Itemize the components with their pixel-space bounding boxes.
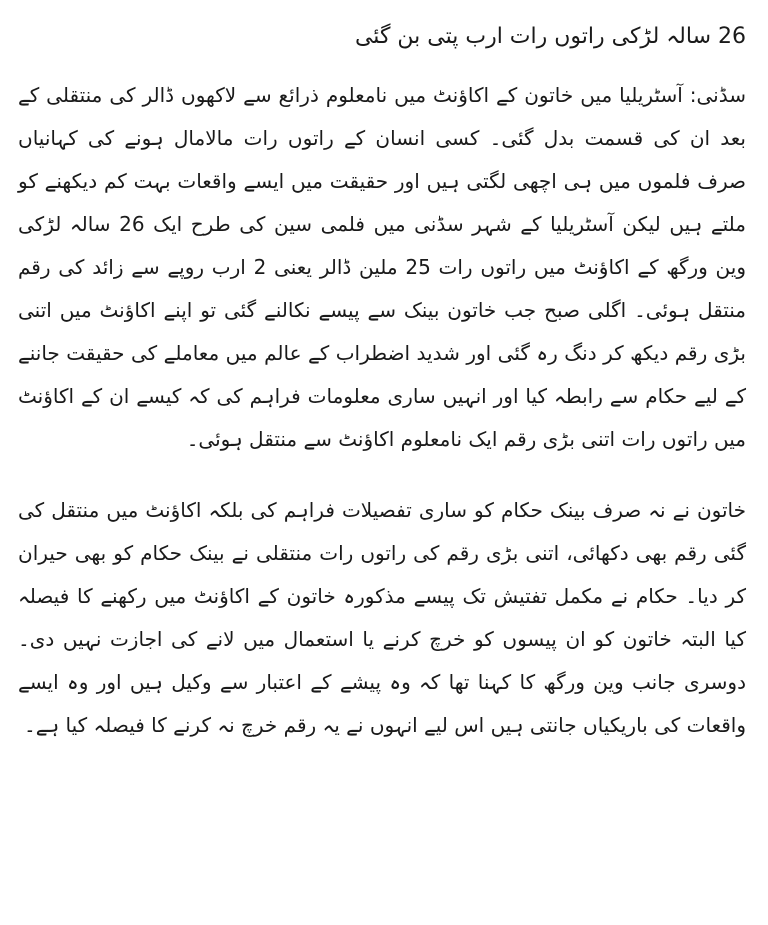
news-article: [18, 22, 746, 747]
article-paragraph-2: خاتون نے نہ صرف بینک حکام کو ساری تفصیلات فراہم کی بلکہ اکاؤنٹ میں منتقل کی گئی رقم بھی دکھائی، اتنی بڑی رقم کی راتوں رات منتقلی نے بینک حکام کو بھی حیران کر دیا۔ حکام نے مکمل تفتیش تک پیسے مذکورہ خاتون کے اکاؤنٹ میں رکھنے کا فیصلہ کیا البتہ خاتون کو ان پیسوں کو خرچ کرنے یا استعمال میں لانے کی اجازت نہیں دی۔ دوسری جانب وین ورگھ کا کہنا تھا کہ وہ پیشے کے اعتبار سے وکیل ہیں اور وہ ایسے واقعات کی باریکیاں جانتی ہیں اس لیے انہوں نے یہ رقم خرچ نہ کرنے کا فیصلہ کیا ہے۔: [18, 498, 746, 737]
article-paragraph-1: سڈنی: آسٹریلیا میں خاتون کے اکاؤنٹ میں نامعلوم ذرائع سے لاکھوں ڈالر کی منتقلی کے بعد ان کی قسمت بدل گئی۔ کسی انسان کے راتوں رات مالامال ہونے کی کہانیاں صرف فلموں میں ہی اچھی لگتی ہیں اور حقیقت میں ایسے واقعات بہت کم دیکھنے کو ملتے ہیں لیکن آسٹریلیا کے شہر سڈنی میں فلمی سین کی طرح ایک 26 سالہ لڑکی وین ورگھ کے اکاؤنٹ میں راتوں رات 25 ملین ڈالر یعنی 2 ارب روپے سے زائد کی رقم منتقل ہوئی۔ اگلی صبح جب خاتون بینک سے پیسے نکالنے گئی تو اپنے اکاؤنٹ میں اتنی بڑی رقم دیکھ کر دنگ رہ گئی اور شدید اضطراب کے عالم میں معاملے کی حقیقت جاننے کے لیے حکام سے رابطہ کیا اور انہیں ساری معلومات فراہم کی کہ کیسے ان کے اکاؤنٹ میں راتوں رات اتنی بڑی رقم ایک نامعلوم اکاؤنٹ سے منتقل ہوئی۔: [18, 83, 746, 451]
article-headline: 26 سالہ لڑکی راتوں رات ارب پتی بن گئی: [354, 24, 746, 49]
